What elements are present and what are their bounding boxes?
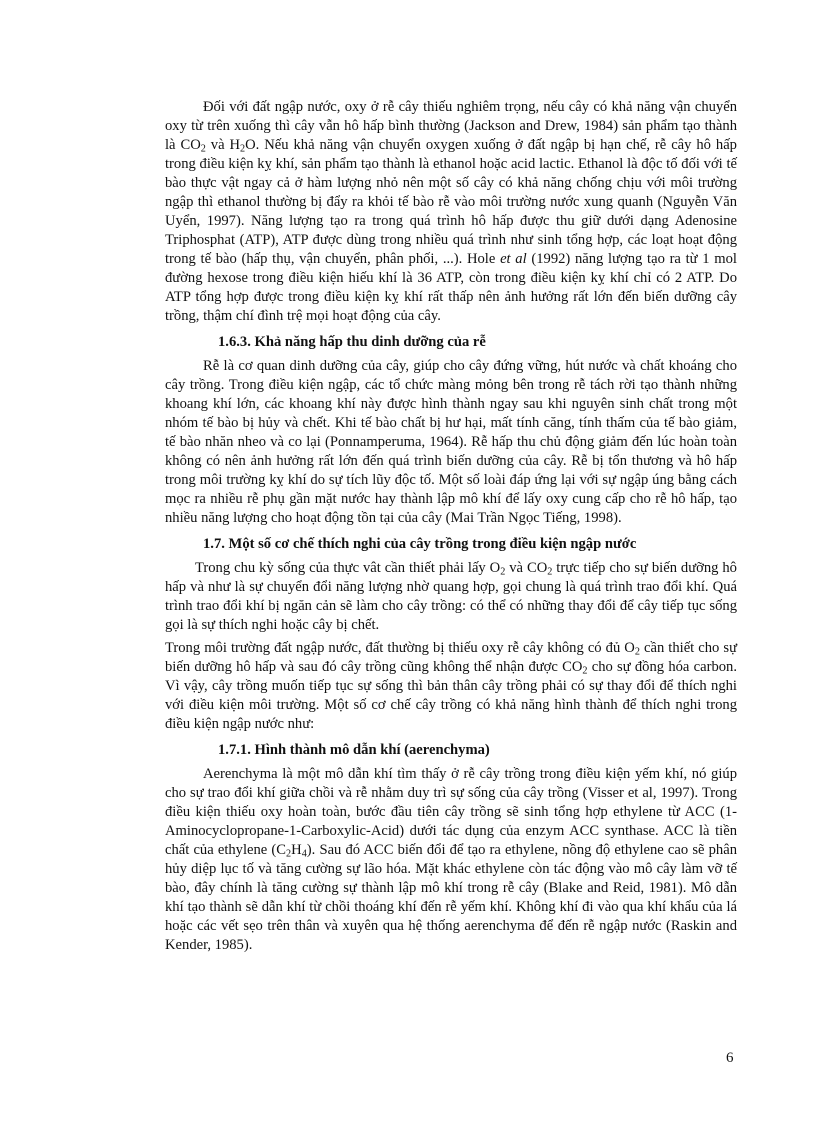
para4-text-b: cần thiết cho sự biến dưỡng hô hấp và sau đó cây trồng cũng không thể nhận được CO xyxy=(165,640,737,675)
para4-sub-2: 2 xyxy=(582,665,588,677)
para5-sub-1: 2 xyxy=(286,848,292,860)
para1-text-b: và H xyxy=(205,137,241,153)
para3-text-c: trực tiếp cho sự biến dưỡng hô hấp và như là sự chuyển đổi năng lượng nhờ quang hợp, gọi chung là quá trình trao đổi khí. Quá trình trao đổi khí bị ngăn cản sẽ làm cho cây trồng: có thể có những thay đổi để cây tiếp tục sống gọi là sự thích nghi hoặc cây bị chết. xyxy=(165,560,737,633)
para1-text-d: (1992) năng lượng tạo ra từ 1 mol đường hexose trong điều kiện hiếu khí là 36 ATP, còn trong điều kiện kỵ khí chỉ có 2 ATP. Do ATP tổng hợp được trong điều kiện kỵ khí rất thấp nên ảnh hưởng rất lớn đến biến dưỡng cây trồng, thậm chí đình trệ mọi hoạt động của cây. xyxy=(165,251,737,324)
para1-sub-1: 2 xyxy=(200,143,206,155)
paragraph-root-nutrition: Rễ là cơ quan dinh dưỡng của cây, giúp cho cây đứng vững, hút nước và chất khoáng cho cây trồng. Trong điều kiện ngập, các tổ chức màng mỏng bên trong rễ tách rời tạo thành những khoang khí lớn, các khoang khí này được hình thành ngay sau khi nguyên sinh chất trong một nhóm tế bào bị hủy và chết. Khi tế bào chất bị hư hại, mất tính căng, tính thấm của tế bào giảm, tế bào nhăn nheo và co lại (Ponnamperuma, 1964). Rễ hấp thu chủ động giảm đến lúc hoàn toàn không có nên ảnh hưởng rất lớn đến quá trình biến dưỡng của cây. Rễ bị tổn thương và hô hấp trong môi trường kỵ khí do sự tích lũy độc tố. Một số loài đáp ứng lại với sự ngập úng bằng cách mọc ra nhiều rễ phụ gần mặt nước hay thành lập mô khí để lấy oxy cung cấp cho rễ hô hấp, tạo nhiều năng lượng cho hoạt động tồn tại của cây (Mai Trần Ngọc Tiếng, 1998). xyxy=(165,358,737,526)
paragraph-aerenchyma xyxy=(165,765,737,955)
para5-text-a: Aerenchyma là một mô dẫn khí tìm thấy ở rễ cây trồng trong điều kiện yếm khí, nó giúp cho sự trao đổi khí giữa chồi và rễ nhằm duy trì sự sống của cây trồng (Visser et al, 1997). Trong điều kiện thiếu oxy hoàn toàn, bước đầu tiên cây trồng sẽ sinh tổng hợp ethylene từ ACC (1-Aminocyclopropane-1-Carboxylic-Acid) dưới tác dụng của enzym ACC synthase. ACC là tiền chất của ethylene (C xyxy=(165,766,737,858)
para1-sub-2: 2 xyxy=(240,143,246,155)
para5-text-b: H xyxy=(291,842,302,858)
para1-text-a: Đối với đất ngập nước, oxy ở rễ cây thiếu nghiêm trọng, nếu cây có khả năng vận chuyển oxy từ trên xuống thì cây vẫn hô hấp bình thường (Jackson and Drew, 1984) sản phẩm tạo thành là CO xyxy=(165,99,737,153)
page-body xyxy=(165,98,737,959)
heading-1-6-3: 1.6.3. Khả năng hấp thu dinh dưỡng của rễ xyxy=(218,334,486,350)
heading-1-7: 1.7. Một số cơ chế thích nghi của cây trồng trong điều kiện ngập nước xyxy=(203,536,637,552)
para5-sub-2: 4 xyxy=(301,848,307,860)
para5-text-c: ). Sau đó ACC biến đổi để tạo ra ethylene, nồng độ ethylene cao sẽ phân hủy diệp lục tố và tăng cường sự lão hóa. Mặt khác ethylene còn tác động vào mô cây làm vỡ tế bào, đây chính là tăng cường sự thành lập mô khí trong rễ cây (Blake and Reid, 1981). Mô dẫn khí tạo thành sẽ dẫn khí từ chồi thoáng khí đến rễ yếm khí. Không khí đi vào qua khí khẩu của lá hoặc các vết sẹo trên thân và xuyên qua hệ thống aerenchyma để đến rễ ngập nước (Raskin and Kender, 1985). xyxy=(165,842,737,953)
page-number: 6 xyxy=(726,1050,734,1066)
para3-sub-1: 2 xyxy=(500,566,506,578)
para4-sub-1: 2 xyxy=(634,646,640,658)
para1-italic: et al xyxy=(500,251,527,267)
para3-sub-2: 2 xyxy=(547,566,553,578)
paragraph-oxygen-respiration xyxy=(165,98,737,326)
paragraph-flooded-soil xyxy=(165,639,737,734)
heading-1-7-1: 1.7.1. Hình thành mô dẫn khí (aerenchyma) xyxy=(218,742,490,758)
para4-text-a: Trong môi trường đất ngập nước, đất thường bị thiếu oxy rễ cây không có đủ O xyxy=(165,640,635,656)
para4-text-c: cho sự đồng hóa carbon. Vì vậy, cây trồng muốn tiếp tục sự sống thì bản thân cây trồng phải có sự thay đổi để thích nghi với điều kiện môi trường. Một số cơ chế cây trồng có khả năng hình thành để thích nghi trong điều kiện ngập nước như: xyxy=(165,659,737,732)
para3-text-b: và CO xyxy=(505,560,548,576)
para1-text-c: O. Nếu khả năng vận chuyển oxygen xuống ở đất ngập bị hạn chế, rễ cây hô hấp trong điều kiện kỵ khí, sản phẩm tạo thành là ethanol hoặc acid lactic. Ethanol là độc tố đối với tế bào thực vật ngay cả ở hàm lượng nhỏ nên một số cây có khả năng chống chịu với môi trường ngập thì ethanol thường bị đẩy ra khỏi tế bào rễ vào môi trường nước xung quanh (Nguyễn Văn Uyển, 1997). Năng lượng tạo ra trong quá trình hô hấp được thu giữ dưới dạng Adenosine Triphosphat (ATP), ATP được dùng trong nhiều quá trình như sinh tổng hợp, các loạt hoạt động trong tế bào (hấp thụ, vận chuyển, phân phối, ...). Hole xyxy=(165,137,737,267)
para3-text-a: Trong chu kỳ sống của thực vât cần thiết phải lấy O xyxy=(195,560,501,576)
paragraph-gas-exchange xyxy=(165,559,737,635)
